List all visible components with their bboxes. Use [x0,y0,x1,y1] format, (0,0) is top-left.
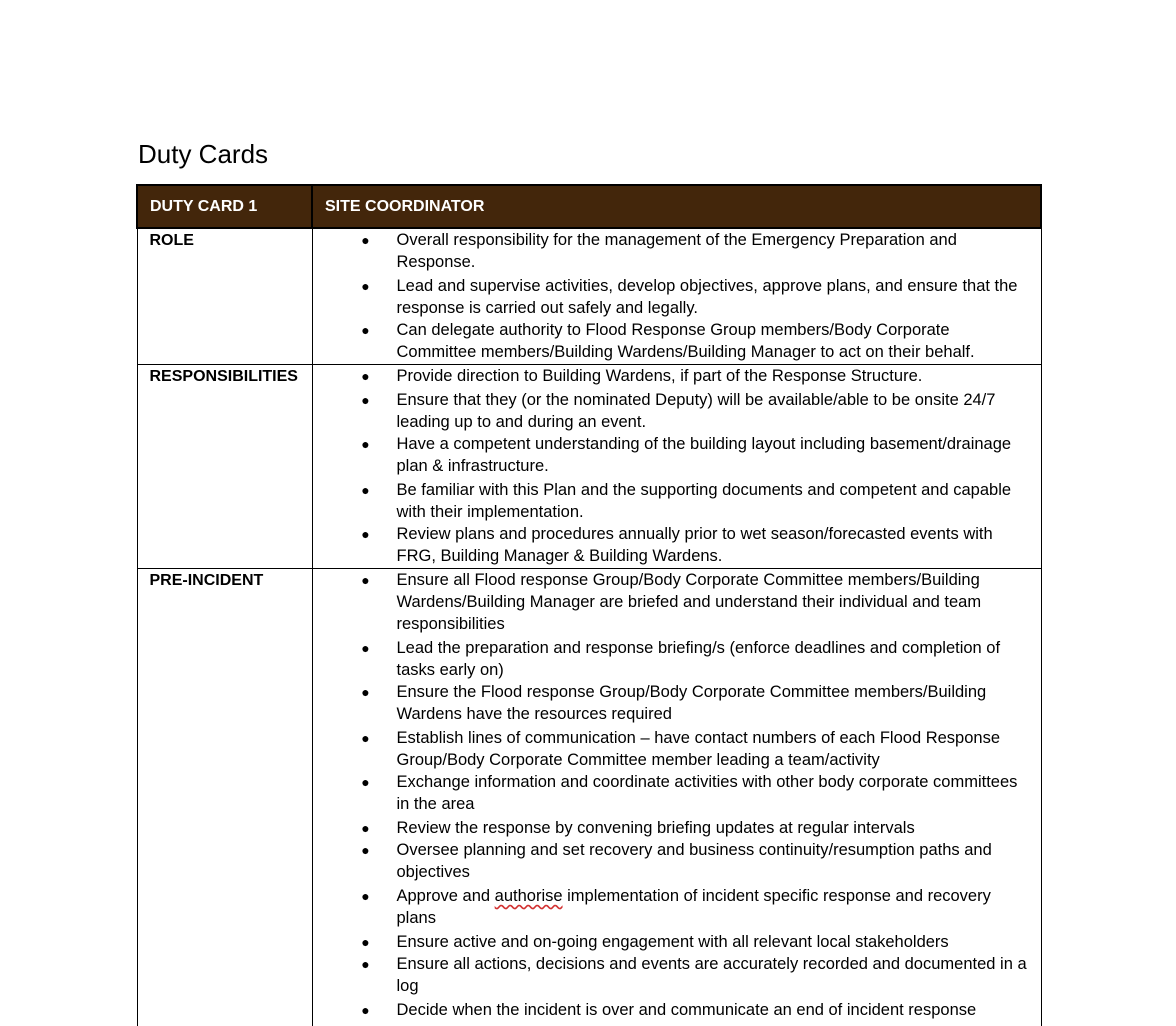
list-item: ● Ensure the Flood response Group/Body Corporate Committee members/Building Wardens have the resources required [361,683,987,723]
list-item: ● Exchange information and coordinate activities with other body corporate committees in the area [361,773,1018,813]
duty-card-number-header: DUTY CARD 1 [137,185,312,228]
duty-card-table [136,184,1042,1026]
bullet-dot-icon: ● [361,730,370,746]
list-item: ● Establish lines of communication – have contact numbers of each Flood Response Group/Body Corporate Committee member leading a team/activity [361,729,1000,769]
bullet-dot-icon: ● [361,526,370,542]
list-item: ● Have a competent understanding of the building layout including basement/drainage plan & infrastructure. [361,435,1012,475]
bullet-dot-icon: ● [361,392,370,408]
duty-card-role-title-header: SITE COORDINATOR [312,185,1041,228]
bullet-dot-icon: ● [361,278,370,294]
table-row-pre-incident [137,569,1041,1026]
list-item: ● Lead and supervise activities, develop objectives, approve plans, and ensure that the response is carried out safely and legally. [361,277,1018,317]
list-item: ● Review plans and procedures annually prior to wet season/forecasted events with FRG, Building Manager & Building Wardens. [361,525,993,565]
table-row-responsibilities [137,365,1041,569]
bullet-dot-icon: ● [361,956,370,972]
bullet-dot-icon: ● [361,820,370,836]
bullet-dot-icon: ● [361,322,370,338]
bullet-dot-icon: ● [361,232,370,248]
document-title: Duty Cards [138,139,269,169]
spellcheck-flagged-word[interactable]: authorise [494,887,563,905]
list-item: ● Ensure that they (or the nominated Deputy) will be available/able to be onsite 24/7 leading up to and during an event. [361,391,996,431]
bullet-dot-icon: ● [361,482,370,498]
bullet-dot-icon: ● [361,842,370,858]
list-item: ● Oversee planning and set recovery and business continuity/resumption paths and objectives [361,841,992,881]
pre-incident-bullet-cell [312,569,1041,1026]
list-item: ● Ensure all actions, decisions and events are accurately recorded and documented in a log [361,955,1027,995]
list-item: ● Decide when the incident is over and communicate an end of incident response [361,1001,977,1019]
table-header-row [137,185,1041,228]
list-item: ● Be familiar with this Plan and the supporting documents and competent and capable with their implementation. [361,481,1012,521]
bullet-dot-icon: ● [361,368,370,384]
list-item: ● Ensure active and on-going engagement with all relevant local stakeholders [361,933,949,951]
list-item: ● Can delegate authority to Flood Response Group members/Body Corporate Committee members/Building Wardens/Building Manager to act on their behalf. [361,321,975,361]
list-item: ● Provide direction to Building Wardens, if part of the Response Structure. [361,367,923,385]
list-item: ● Approve and authorise implementation of incident specific response and recovery plans [361,887,991,927]
bullet-dot-icon: ● [361,888,370,904]
bullet-dot-icon: ● [361,684,370,700]
bullet-dot-icon: ● [361,436,370,452]
row-label-role: ROLE [137,228,312,365]
role-bullet-cell [312,228,1041,365]
bullet-dot-icon: ● [361,640,370,656]
bullet-dot-icon: ● [361,572,370,588]
bullet-dot-icon: ● [361,1002,370,1018]
responsibilities-bullet-list [313,365,1041,567]
bullet-dot-icon: ● [361,934,370,950]
pre-incident-bullet-list [313,569,1041,1021]
responsibilities-bullet-cell [312,365,1041,569]
list-item: ● Lead the preparation and response briefing/s (enforce deadlines and completion of tasks early on) [361,639,1001,679]
row-label-responsibilities: RESPONSIBILITIES [137,365,312,569]
list-item: ● Overall responsibility for the management of the Emergency Preparation and Response. [361,231,957,271]
list-item: ● Review the response by convening briefing updates at regular intervals [361,819,915,837]
list-item: ● Ensure all Flood response Group/Body Corporate Committee members/Building Wardens/Building Manager are briefed and understand their individual and team responsibilities [361,571,982,633]
bullet-dot-icon: ● [361,774,370,790]
table-row-role [137,228,1041,365]
row-label-pre-incident: PRE-INCIDENT [137,569,312,1026]
role-bullet-list [313,229,1041,363]
